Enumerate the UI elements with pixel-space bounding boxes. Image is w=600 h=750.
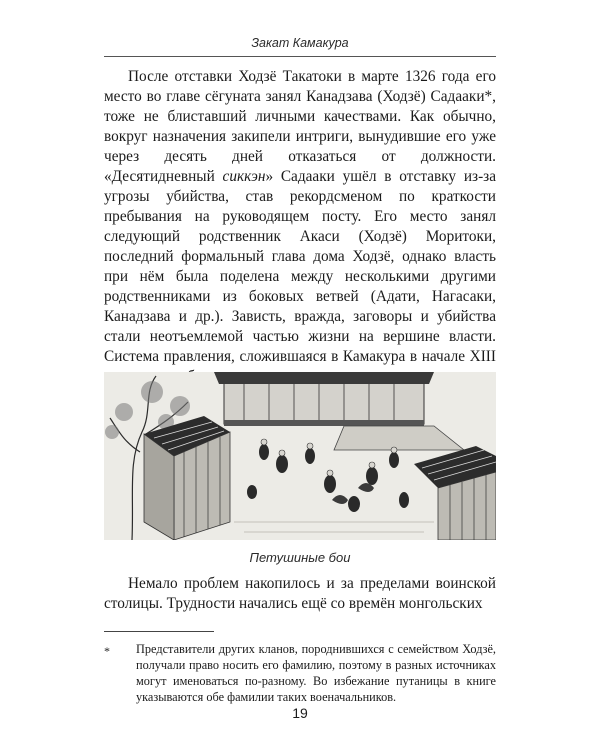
page-number: 19 (292, 705, 308, 721)
body-text-bottom (104, 574, 496, 614)
footnote-text: Представители других кланов, породнившихся с семейством Ходзё, получали право носить его фамилию, поэтому в разных источниках могут именоваться по-разному. Во избежание путаницы в книге указываются обе фамилии таких военачальников. (136, 642, 496, 704)
paragraph-1-part-b: » Садааки ушёл в отставку из-за угрозы убийства, став рекордсменом по краткости пребывания на руководящем посту. Его место занял следующий родственник Акаси (Ходзё) Моритоки, последний формальный глава дома Ходзё, однако власть при нём была поделена между несколькими другими родственниками из боковых ветвей (Адати, Нагасаки, Канадзава и др.). Зависть, вражда, заговоры и убийства стали неотъемлемой частью жизни на вершине власти. Система правления, сложившаяся в Камакура в начале XIII (104, 168, 497, 365)
header-divider (104, 56, 496, 57)
running-header: Закат Камакура (251, 36, 349, 50)
footnote-mark: * (104, 644, 110, 658)
footnote-divider (104, 631, 214, 632)
figure-caption: Петушиные бои (249, 550, 351, 565)
paragraph-2: Немало проблем накопилось и за пределами воинской столицы. Трудности начались ещё со времён монгольских (104, 575, 496, 612)
paragraph-1 (104, 67, 496, 387)
body-text-top (104, 67, 496, 387)
paragraph-1-italic-term: сиккэн (222, 168, 266, 185)
paragraph-1-part-a: После отставки Ходзё Такатоки в марте 1326 года его место во главе сёгуната занял Канадзава (Ходзё) Садааки*, тоже не блиставший личными качествами. Как обычно, вокруг назначения закипели интриги, вынудившие его уже через десять дней отказаться от должности. «Десятидневный (104, 68, 496, 185)
illustration-cockfight (104, 372, 496, 540)
